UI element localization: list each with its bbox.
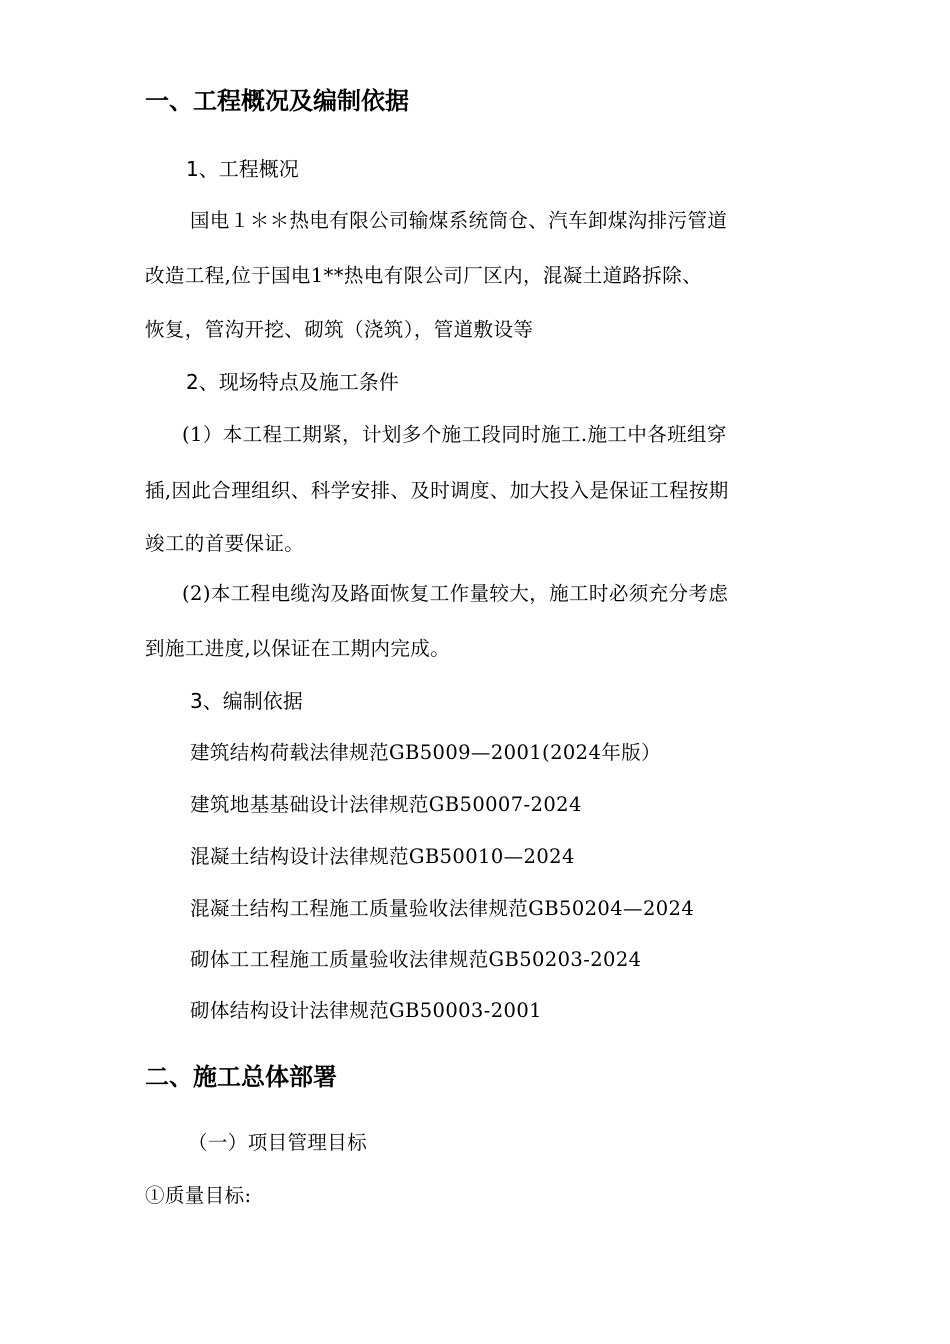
site-conditions-heading: 2、现场特点及施工条件 <box>186 370 399 394</box>
overview-heading: 1、工程概况 <box>186 157 299 181</box>
overview-line-3: 恢复，管沟开挖、砌筑（浇筑），管道敷设等 <box>145 318 534 341</box>
basis-item-6: 砌体结构设计法律规范GB50003-2001 <box>190 999 542 1022</box>
basis-heading: 3、编制依据 <box>190 689 303 713</box>
quality-goal-label: ①质量目标: <box>145 1184 252 1207</box>
basis-item-5: 砌体工工程施工质量验收法律规范GB50203-2024 <box>190 948 642 971</box>
basis-item-2: 建筑地基基础设计法律规范GB50007-2024 <box>190 793 582 816</box>
project-goals-subheading: （一）项目管理目标 <box>188 1131 368 1154</box>
site-item-1-line-1: (1）本工程工期紧，计划多个施工段同时施工.施工中各班组穿 <box>182 423 727 446</box>
site-item-2-line-1: (2)本工程电缆沟及路面恢复工作量较大，施工时必须充分考虑 <box>182 582 729 605</box>
basis-item-1: 建筑结构荷载法律规范GB5009—2001(2024年版） <box>190 741 661 764</box>
overview-line-2: 改造工程,位于国电1**热电有限公司厂区内，混凝土道路拆除、 <box>145 264 703 287</box>
site-item-1-line-2: 插,因此合理组织、科学安排、及时调度、加大投入是保证工程按期 <box>145 479 729 502</box>
section-2-heading: 二、施工总体部署 <box>145 1063 337 1091</box>
overview-line-1: 国电１＊＊热电有限公司输煤系统筒仓、汽车卸煤沟排污管道 <box>190 209 728 232</box>
basis-item-4: 混凝土结构工程施工质量验收法律规范GB50204—2024 <box>190 897 695 920</box>
site-item-1-line-3: 竣工的首要保证。 <box>145 532 305 555</box>
section-1-heading: 一、工程概况及编制依据 <box>145 87 409 115</box>
basis-item-3: 混凝土结构设计法律规范GB50010—2024 <box>190 845 575 868</box>
site-item-2-line-2: 到施工进度,以保证在工期内完成。 <box>145 637 451 660</box>
